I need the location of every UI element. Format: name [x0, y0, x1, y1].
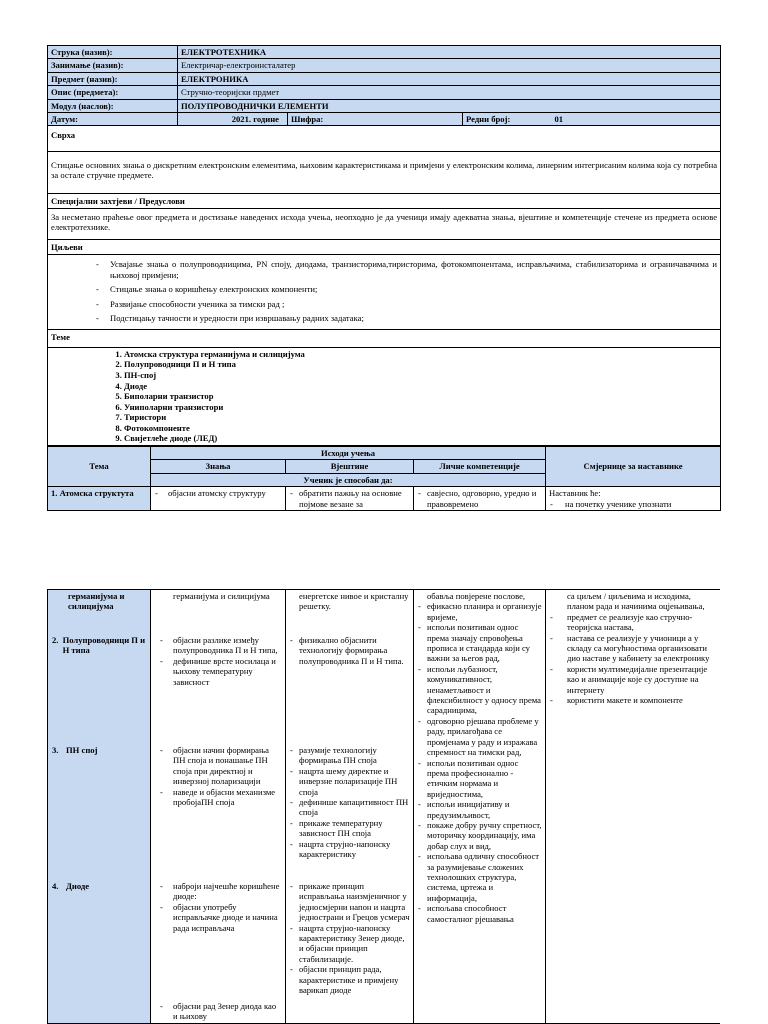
header-label: Струка (назив): — [48, 46, 178, 59]
topics-title-row — [48, 330, 721, 347]
goals-title: Циљеви — [48, 239, 721, 254]
topic-item: 4. Диоде — [124, 381, 717, 392]
seq-label: Редни број: — [466, 114, 511, 125]
header-row-date — [48, 113, 721, 126]
skills-item: - прикаже температурну зависност ПН споја — [289, 818, 410, 839]
page-1 — [47, 45, 720, 511]
prereq-text: За несметано праћење овог предмета и достизање наведених исхода учења, неопходно је да ученици имају адекватна знања, вјештине и компетенције стечене из предмета основе електротехнике. — [48, 209, 721, 240]
guideline-item: - предмет се реализује као стручно-теоријска настава, — [549, 612, 717, 633]
topic-item: 1. Атомска структура германијума и силицијума — [124, 349, 717, 360]
knowledge-item: - објасни рад Зенер диода као и њихову — [159, 1001, 282, 1022]
col-skills: Вјештине — [286, 460, 414, 473]
guideline-item: - настава се реализује у учионици а у складу са могућностима организовати дио наставе у кабинету за електронику — [549, 633, 717, 664]
first-row-guidelines-cell — [546, 487, 721, 511]
first-row-topic: 1. Атомска структута — [48, 487, 151, 511]
col-guidelines: Смјернице за наставнике — [546, 447, 721, 487]
goal-item: - Стицање знања о коришћењу електронских компоненти; — [90, 284, 717, 294]
first-row-guidelines-head: Наставник ће: — [549, 488, 601, 499]
first-row-skills-cell — [286, 487, 414, 511]
outcomes-table-continued — [47, 589, 720, 1024]
competences-list — [417, 601, 542, 924]
topic-item: 5. Биполарни транзистор — [124, 391, 717, 402]
knowledge-item: - објасни начин формирања ПН споја и понашање ПН споја при директној и инверзној поларизацији — [159, 745, 282, 787]
first-row-knowledge: - објасни атомску структуру — [154, 488, 282, 498]
prereq-title: Специјални захтјеви / Предуслови — [48, 193, 721, 208]
header-row-1 — [48, 59, 721, 72]
skills-item: - разумије технологију формирања ПН споја — [289, 745, 410, 766]
topic-column — [48, 590, 151, 1024]
competence-item: - испољава способност самосталног рјешавања — [417, 903, 542, 924]
goals-list — [90, 259, 717, 323]
prereq-text-row — [48, 209, 721, 240]
topic-3-num: 3. — [52, 745, 59, 755]
outcomes-table — [47, 446, 721, 511]
header-value: ПОЛУПРОВОДНИЧКИ ЕЛЕМЕНТИ — [178, 99, 721, 112]
competence-item: - испољи иницијативу и предузимљивост, — [417, 799, 542, 820]
first-row-competences: - савјесно, одговорно, уредно и правовремено — [417, 488, 542, 509]
knowledge-3-list — [159, 745, 282, 881]
topic-4-num: 4. — [52, 881, 59, 891]
first-row-guidelines-list — [549, 499, 717, 509]
student-able: Ученик је способан да: — [151, 473, 546, 486]
purpose-title: Сврха — [48, 126, 721, 151]
header-value: Стручно-теоријски прдмет — [178, 86, 721, 99]
topic-4 — [52, 881, 147, 891]
topic-3-label: ПН спој — [66, 745, 98, 755]
header-row-0 — [48, 46, 721, 59]
col-topic: Тема — [48, 447, 151, 487]
skills-column — [286, 590, 414, 1024]
knowledge-1-cont: германијума и силицијума — [173, 591, 270, 601]
skills-item: - прикаже принцип исправљања наизмјеничног у једносмјерни напон и нацрта једнострани и Грецов усмерач — [289, 881, 410, 923]
first-row-skills: - обратити пажњу на основне појмове везане за — [289, 488, 410, 509]
topic-item: 3. ПН-спој — [124, 370, 717, 381]
skills-item: - нацрта струјно-напонску карактеристику — [289, 839, 410, 860]
seq-value: 01 — [554, 114, 564, 125]
header-row-3 — [48, 86, 721, 99]
knowledge-item: - дефинише врсте носилаца и њихову температурну зависност — [159, 656, 282, 687]
skills-2-list — [289, 635, 410, 745]
knowledge-4b-list — [159, 1001, 282, 1022]
goal-item: - Усвајање знања о полупроводницима, PN споју, диодама, транзисторима,тиристорима, фотокомпонентама, исправљачима, стабилизаторима и ограничавачима и њиховој примјени; — [90, 259, 717, 280]
topic-2-num: 2. — [52, 635, 59, 645]
skills-item: - нацрта шему директне и инверзне поларизације ПН споја — [289, 766, 410, 797]
competence-item: - ефикасно планира и организује вријеме, — [417, 601, 542, 622]
knowledge-item: - наброји најчешће коришћене диоде: — [159, 881, 282, 902]
skills-item: - дефинише капацитивност ПН споја — [289, 797, 410, 818]
date-label: Датум: — [48, 113, 178, 126]
skills-4-list — [289, 881, 410, 995]
knowledge-item: - објасни употребу исправљачке диоде и начина рада исправљача — [159, 902, 282, 933]
topics-list-row — [48, 347, 721, 445]
first-row-competences-cell — [414, 487, 546, 511]
header-label: Модул (наслов): — [48, 99, 178, 112]
col-competences: Личне компетенције — [414, 460, 546, 473]
topic-1-cont: германијума и силицијума — [68, 591, 125, 612]
knowledge-2-list — [159, 635, 282, 745]
continued-row — [48, 590, 721, 1024]
topic-3 — [52, 745, 147, 881]
goals-title-row — [48, 239, 721, 254]
purpose-title-row — [48, 126, 721, 151]
competence-item: - испољи позитиван однос према професионално - етичким нормама и вриједностима, — [417, 758, 542, 800]
outcomes-group-title: Исходи учења — [151, 447, 546, 460]
header-table — [47, 45, 721, 446]
first-row-guidelines-item: - на почетку ученике упознати — [549, 499, 717, 509]
header-value: ЕЛЕКТРОТЕХНИКА — [178, 46, 721, 59]
outcomes-head-row-1 — [48, 447, 721, 460]
header-row-4 — [48, 99, 721, 112]
header-label: Предмет (назив): — [48, 72, 178, 85]
purpose-text-row — [48, 151, 721, 193]
prereq-title-row — [48, 193, 721, 208]
competence-item: - покаже добру ручну спретност, моторичку координацију, има добар слух и вид, — [417, 820, 542, 851]
header-label: Занимање (назив): — [48, 59, 178, 72]
first-row-knowledge-list — [154, 488, 282, 498]
skills-item: - нацрта струјно-напонску карактеристику Зенер диоде, и објасни принцип стабилизације. — [289, 923, 410, 965]
competence-item: - испољи љубазност, комуникативност, ненаметљивост и флексибилност у односу према сарадницима, — [417, 664, 542, 716]
date-value: 2021. године — [178, 113, 288, 126]
knowledge-column — [151, 590, 286, 1024]
topic-item: 2. Полупроводници П и Н типа — [124, 359, 717, 370]
topic-item: 6. Униполарни транзистори — [124, 402, 717, 413]
first-row-knowledge-cell — [151, 487, 286, 511]
first-row-competences-list — [417, 488, 542, 509]
guideline-item: - користити макете и компоненте — [549, 695, 717, 705]
goal-item: - Подстицању тачности и уредности при извршавању радних задатака; — [90, 313, 717, 323]
purpose-text: Стицање основних знања о дискретним електронским елементима, њиховим карактеристикама и примјени у електронским колима, линерним интегрисаним колима која су потребна за остале стручне предмете. — [48, 151, 721, 193]
competence-item: - испољи позитиван однос према значају спровођења прописа и стандарда који су важни за његов рад, — [417, 622, 542, 664]
competence-item: - испољава одличну способност за разумијевање сложених технолошких структура, система, цртежа и информација, — [417, 851, 542, 903]
skills-3-list — [289, 745, 410, 881]
topic-4-label: Диоде — [66, 881, 90, 891]
knowledge-item: - објасни разлике између полупроводника П и Н типа, — [159, 635, 282, 656]
guidelines-column — [546, 590, 721, 1024]
page-2 — [47, 589, 720, 1024]
topics-cell — [48, 347, 721, 445]
col-knowledge: Знања — [151, 460, 286, 473]
topic-item: 7. Тиристори — [124, 412, 717, 423]
goals-list-row — [48, 255, 721, 330]
seq-cell — [463, 113, 721, 126]
topic-item: 9. Свијетлеће диоде (ЛЕД) — [124, 433, 717, 444]
header-row-2 — [48, 72, 721, 85]
topics-title: Теме — [48, 330, 721, 347]
skills-1-cont: енергетске нивое и кристалну решетку. — [299, 591, 409, 612]
header-value: ЕЛЕКТРОНИКА — [178, 72, 721, 85]
skills-item: - објасни принцип рада, карактеристике и примјену варикап диоде — [289, 964, 410, 995]
topics-list — [96, 349, 717, 444]
goals-cell — [48, 255, 721, 330]
competence-cont: обавља повјерене послове, — [427, 591, 526, 601]
header-value: Електричар-електроинсталатер — [178, 59, 721, 72]
topic-2-label: Полупроводници П и Н типа — [62, 635, 146, 656]
outcomes-first-row — [48, 487, 721, 511]
guidelines-list — [549, 612, 717, 706]
knowledge-item: - наведе и објасни механизме пробојаПН споја — [159, 787, 282, 808]
goal-item: - Развијање способности ученика за тимски рад ; — [90, 299, 717, 309]
topic-2 — [52, 635, 147, 745]
guideline-cont: са циљем / циљевима и исходима, планом рада и начинима оцјењивања, — [567, 591, 705, 612]
skills-item: - физикално објаснити технологију формирања полупроводника П и Н типа. — [289, 635, 410, 666]
topic-item: 8. Фотокомпоненте — [124, 423, 717, 434]
code-label: Шифра: — [288, 113, 463, 126]
guideline-item: - користи мултимедијалне презентације као и анимације које су доступне на интернету — [549, 664, 717, 695]
first-row-skills-list — [289, 488, 410, 509]
competences-column — [414, 590, 546, 1024]
competence-item: - одговорно рјешава проблеме у раду, прилагођава се промјенама у раду и изражава спремност на тимски рад, — [417, 716, 542, 758]
header-label: Опис (предмета): — [48, 86, 178, 99]
knowledge-4-list — [159, 881, 282, 1001]
